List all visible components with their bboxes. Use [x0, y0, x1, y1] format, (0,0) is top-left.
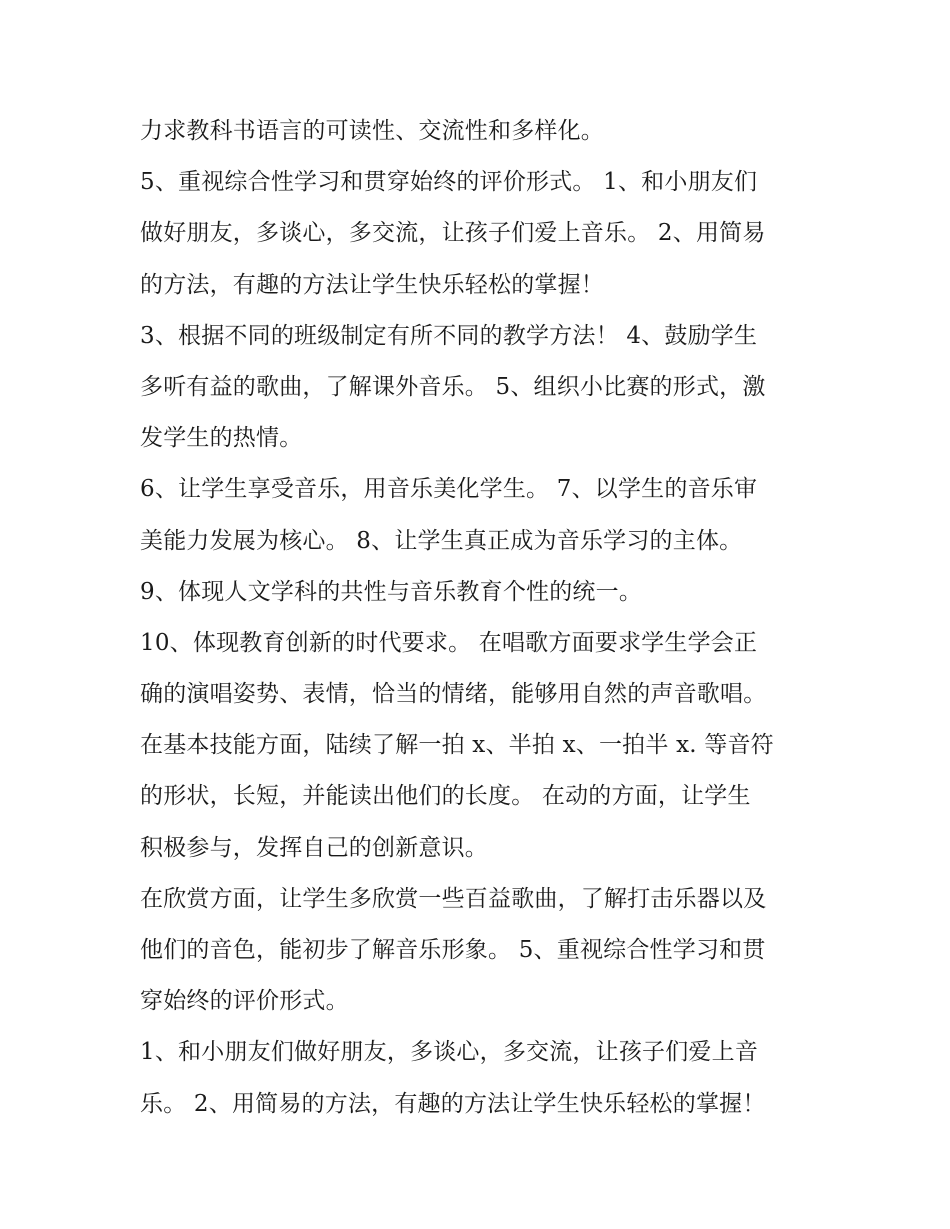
- text-line: 多听有益的歌曲，了解课外音乐。 5、组织小比赛的形式，激: [140, 373, 766, 400]
- text-line: 9、体现人文学科的共性与音乐教育个性的统一。: [140, 578, 643, 605]
- text-line: 1、和小朋友们做好朋友，多谈心，多交流，让孩子们爱上音: [140, 1039, 759, 1066]
- text-line: 10、体现教育创新的时代要求。 在唱歌方面要求学生学会正: [140, 629, 758, 656]
- document-body: [140, 106, 820, 1130]
- text-line: 乐。 2、用简易的方法，有趣的方法让学生快乐轻松的掌握！: [140, 1090, 766, 1117]
- text-line: 发学生的热情。: [140, 425, 303, 452]
- text-line: 在欣赏方面，让学生多欣赏一些百益歌曲，了解打击乐器以及: [140, 885, 767, 912]
- text-line: 5、重视综合性学习和贯穿始终的评价形式。 1、和小朋友们: [140, 169, 758, 196]
- text-line: 美能力发展为核心。 8、让学生真正成为音乐学习的主体。: [140, 527, 743, 554]
- text-line: 3、根据不同的班级制定有所不同的教学方法！ 4、鼓励学生: [140, 322, 758, 349]
- text-line: 积极参与，发挥自己的创新意识。: [140, 834, 488, 861]
- text-line: 的方法，有趣的方法让学生快乐轻松的掌握！: [140, 271, 604, 298]
- text-line: 6、让学生享受音乐，用音乐美化学生。 7、以学生的音乐审: [140, 476, 758, 503]
- text-line: 做好朋友，多谈心，多交流，让孩子们爱上音乐。 2、用简易: [140, 220, 766, 247]
- text-line: 力求教科书语言的可读性、交流性和多样化。: [140, 118, 604, 144]
- text-line: 他们的音色，能初步了解音乐形象。 5、重视综合性学习和贯: [140, 937, 766, 963]
- text-line: 确的演唱姿势、表情，恰当的情绪，能够用自然的声音歌唱。: [140, 681, 767, 708]
- text-line: 的形状，长短，并能读出他们的长度。 在动的方面，让学生: [140, 783, 751, 810]
- text-line: 在基本技能方面，陆续了解一拍 x、半拍 x、一拍半 x. 等音符: [140, 732, 774, 759]
- text-line: 穿始终的评价形式。: [140, 988, 349, 1015]
